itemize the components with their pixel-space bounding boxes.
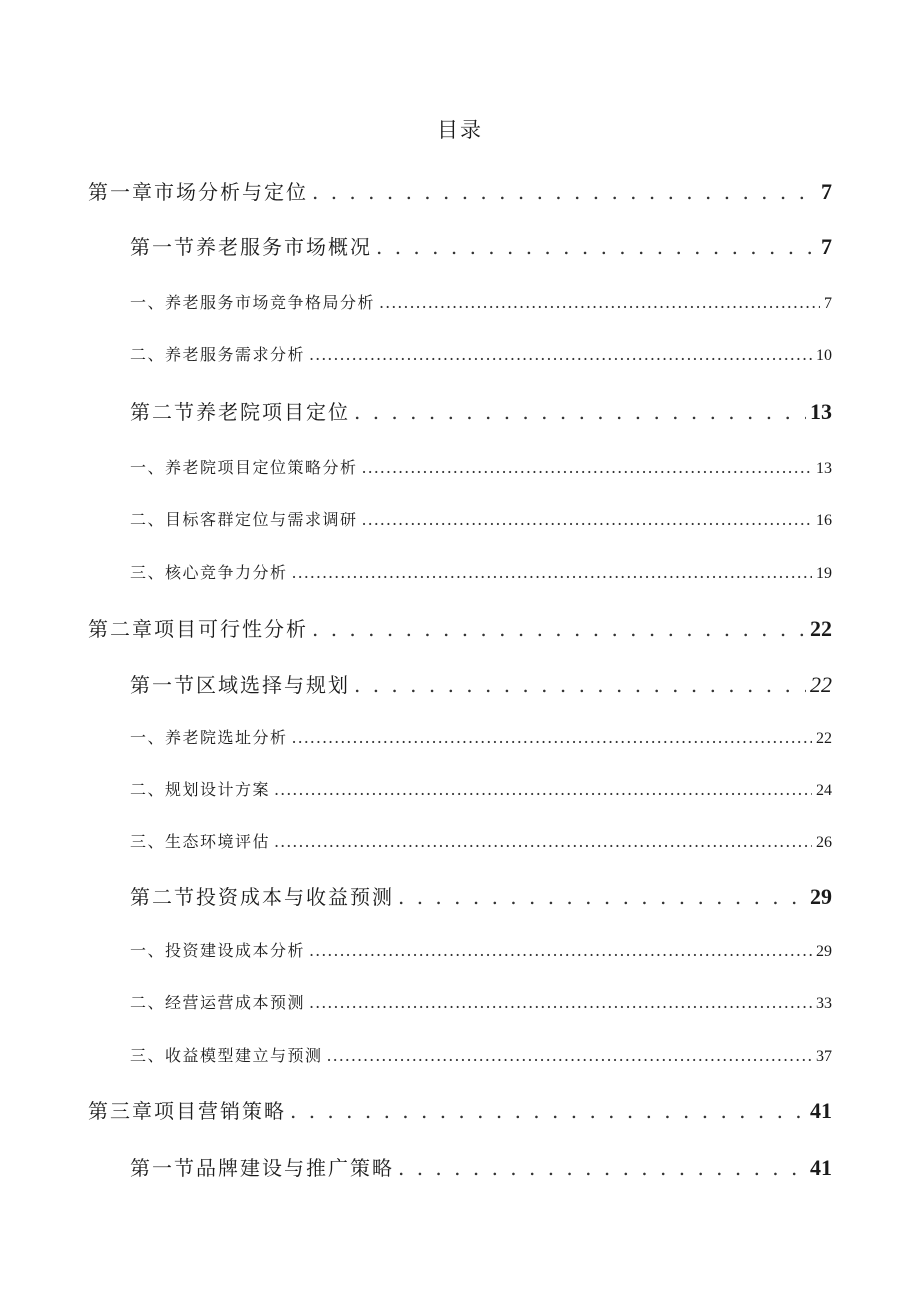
toc-entry-label: 三、核心竞争力分析 [130,563,288,582]
toc-entry-section-1-2[interactable] [130,396,832,425]
toc-entry-label: 三、收益模型建立与预测 [130,1046,323,1065]
toc-entry-item[interactable] [130,777,832,800]
dot-leader [292,728,812,747]
toc-entry-section-3-1[interactable] [130,1152,832,1181]
toc-entry-label: 一、养老院选址分析 [130,728,288,747]
dot-leader [309,993,812,1012]
dot-leader [398,885,806,909]
dot-leader [354,673,806,697]
toc-entry-label: 二、经营运营成本预测 [130,993,306,1012]
toc-entry-page: 16 [816,512,832,529]
toc-entry-label: 第二节投资成本与收益预测 [130,885,394,909]
toc-entry-label: 三、生态环境评估 [130,832,271,851]
toc-entry-item[interactable] [130,829,832,852]
toc-entry-page: 33 [816,995,832,1012]
toc-entry-page: 29 [816,943,832,960]
dot-leader [309,345,812,364]
toc-entry-label: 第三章项目营销策略 [88,1099,286,1123]
dot-leader [312,180,817,204]
dot-leader [376,235,817,259]
toc-entry-section-2-1[interactable] [130,669,832,698]
toc-entry-item[interactable] [130,507,832,530]
toc-entry-label: 二、规划设计方案 [130,780,271,799]
toc-entry-page: 22 [810,672,832,697]
dot-leader [309,941,812,960]
toc-entry-page: 24 [816,782,832,799]
dot-leader [292,563,812,582]
toc-entry-label: 一、养老服务市场竞争格局分析 [130,293,376,312]
dot-leader [398,1156,806,1180]
toc-entry-label: 第一节养老服务市场概况 [130,235,372,259]
dot-leader [327,1046,812,1065]
toc-entry-label: 第二节养老院项目定位 [130,400,350,424]
toc-entry-page: 41 [810,1098,832,1123]
toc-entry-label: 二、目标客群定位与需求调研 [130,510,358,529]
dot-leader [362,510,812,529]
toc-entry-label: 二、养老服务需求分析 [130,345,306,364]
toc-entry-label: 第一节区域选择与规划 [130,673,350,697]
dot-leader [312,617,806,641]
toc-entry-page: 7 [821,234,832,259]
toc-entry-chapter-1[interactable] [88,176,832,205]
dot-leader [274,832,812,851]
dot-leader [274,780,812,799]
toc-entry-item[interactable] [130,342,832,365]
toc-entry-page: 22 [810,616,832,641]
toc-entry-page: 7 [821,179,832,204]
toc-entry-page: 22 [816,730,832,747]
toc-entry-page: 13 [810,399,832,424]
toc-title: 目录 [437,118,483,142]
toc-entry-label: 第二章项目可行性分析 [88,617,308,641]
toc-entry-label: 一、投资建设成本分析 [130,941,306,960]
toc-entry-item[interactable] [130,1043,832,1066]
toc-entry-label: 一、养老院项目定位策略分析 [130,458,358,477]
toc-entry-section-2-2[interactable] [130,881,832,910]
toc-entry-page: 37 [816,1048,832,1065]
toc-entry-page: 29 [810,884,832,909]
toc-entry-page: 10 [816,347,832,364]
toc-entry-page: 26 [816,834,832,851]
toc-entry-page: 7 [824,295,832,312]
toc-entry-label: 第一章市场分析与定位 [88,180,308,204]
toc-entry-chapter-3[interactable] [88,1095,832,1124]
toc-entry-item[interactable] [130,455,832,478]
dot-leader [354,400,806,424]
toc-entry-page: 13 [816,460,832,477]
toc-entry-page: 19 [816,565,832,582]
toc-entry-item[interactable] [130,290,832,313]
toc-entry-item[interactable] [130,938,832,961]
toc-entry-label: 第一节品牌建设与推广策略 [130,1156,394,1180]
toc-entry-chapter-2[interactable] [88,613,832,642]
dot-leader [379,293,820,312]
toc-entry-page: 41 [810,1155,832,1180]
dot-leader [362,458,812,477]
toc-entry-item[interactable] [130,990,832,1013]
dot-leader [290,1099,806,1123]
toc-entry-item[interactable] [130,560,832,583]
toc-entry-item[interactable] [130,725,832,748]
toc-entry-section-1-1[interactable] [130,231,832,260]
